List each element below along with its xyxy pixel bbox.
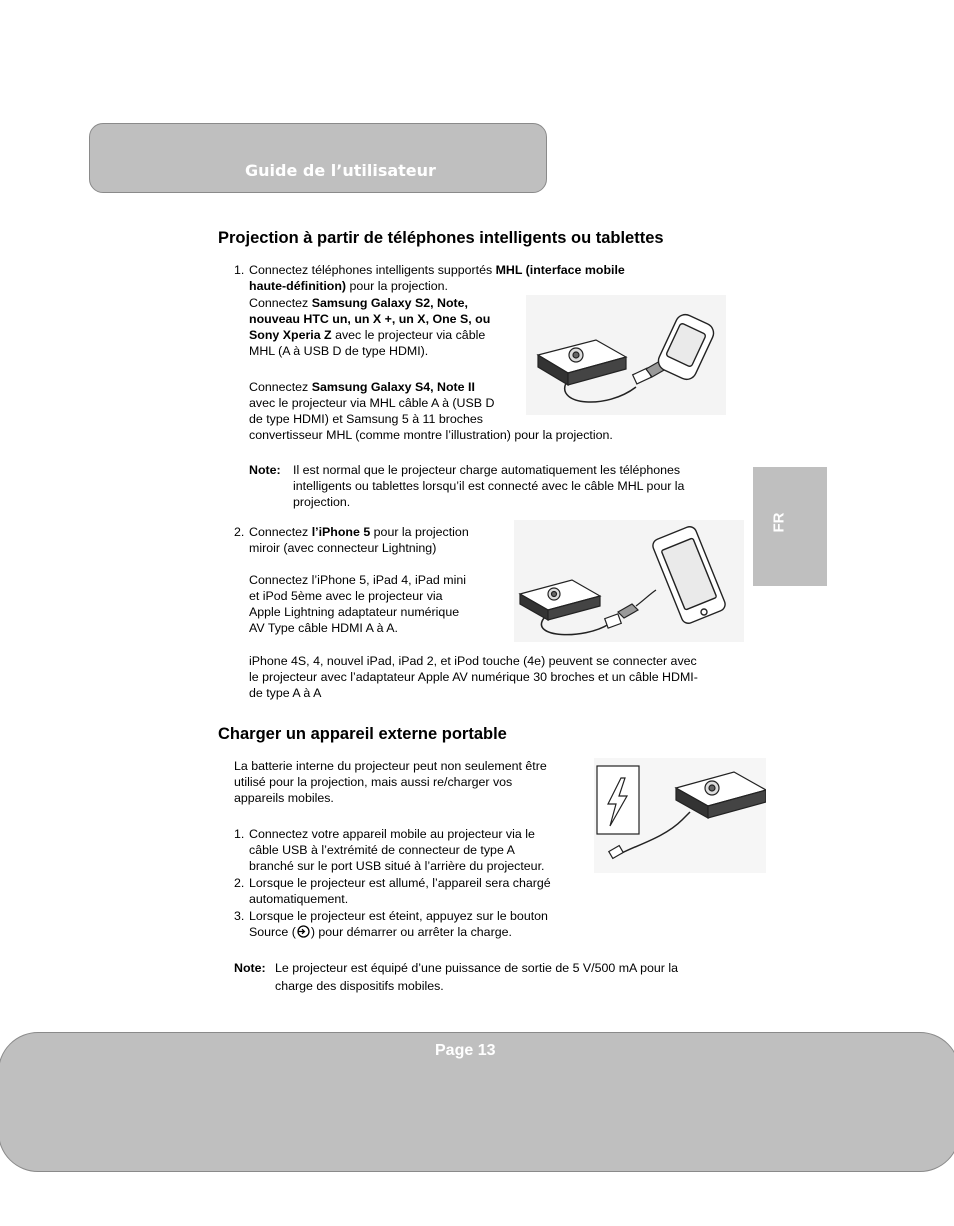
note-line: intelligents ou tablettes lorsqu’il est connecté avec le câble MHL pour la bbox=[293, 479, 685, 493]
paragraph-line: MHL (A à USB D de type HDMI). bbox=[249, 344, 429, 358]
projector-mhl-phone-illustration bbox=[526, 295, 726, 415]
list-number: 1. bbox=[234, 827, 245, 841]
section-title-projection: Projection à partir de téléphones intelligents ou tablettes bbox=[218, 229, 664, 247]
paragraph-line: et iPod 5ème avec le projecteur via bbox=[249, 589, 443, 603]
paragraph-line: iPhone 4S, 4, nouvel iPad, iPad 2, et iPod touche (4e) peuvent se connecter avec bbox=[249, 654, 697, 668]
note-label: Note: bbox=[234, 961, 266, 975]
projector-iphone-illustration bbox=[514, 520, 744, 642]
note-line: charge des dispositifs mobiles. bbox=[275, 979, 444, 993]
paragraph-line: Apple Lightning adaptateur numérique bbox=[249, 605, 460, 619]
note-label: Note: bbox=[249, 463, 281, 477]
note-line: Le projecteur est équipé d’une puissance de sortie de 5 V/500 mA pour la bbox=[275, 961, 678, 975]
paragraph-line: le projecteur avec l’adaptateur Apple AV numérique 30 broches et un câble HDMI- bbox=[249, 670, 698, 684]
list-number: 3. bbox=[234, 909, 245, 923]
source-button-icon bbox=[296, 925, 311, 938]
paragraph-line: convertisseur MHL (comme montre l’illustration) pour la projection. bbox=[249, 428, 613, 442]
paragraph-line: nouveau HTC un, un X +, un X, One S, ou bbox=[249, 312, 491, 326]
paragraph-line: Connectez Samsung Galaxy S2, Note, bbox=[249, 296, 469, 310]
paragraph-line: Connectez Samsung Galaxy S4, Note II bbox=[249, 380, 475, 394]
list-number: 2. bbox=[234, 525, 245, 539]
list-number: 1. bbox=[234, 263, 245, 277]
charging-illustration bbox=[594, 758, 766, 873]
paragraph-line: miroir (avec connecteur Lightning) bbox=[249, 541, 437, 555]
paragraph-line: Connectez téléphones intelligents supportés MHL (interface mobile bbox=[249, 263, 625, 277]
language-label: FR bbox=[770, 512, 788, 533]
paragraph-line: automatiquement. bbox=[249, 892, 349, 906]
header-tab bbox=[89, 123, 547, 193]
paragraph-line: Connectez l’iPhone 5, iPad 4, iPad mini bbox=[249, 573, 466, 587]
paragraph-line: haute-définition) pour la projection. bbox=[249, 279, 448, 293]
section-title-charging: Charger un appareil externe portable bbox=[218, 725, 507, 743]
paragraph-line: Lorsque le projecteur est allumé, l’appareil sera chargé bbox=[249, 876, 551, 890]
language-tab bbox=[753, 467, 827, 586]
header-title: Guide de l’utilisateur bbox=[245, 161, 436, 180]
paragraph-line: appareils mobiles. bbox=[234, 791, 334, 805]
list-number: 2. bbox=[234, 876, 245, 890]
paragraph-line: AV Type câble HDMI A à A. bbox=[249, 621, 398, 635]
note-line: projection. bbox=[293, 495, 351, 509]
paragraph-line: Connectez votre appareil mobile au projecteur via le bbox=[249, 827, 535, 841]
paragraph-line: câble USB à l’extrémité de connecteur de type A bbox=[249, 843, 515, 857]
paragraph-line: Sony Xperia Z avec le projecteur via câble bbox=[249, 328, 486, 342]
paragraph-line: de type A à A bbox=[249, 686, 322, 700]
paragraph-line: utilisé pour la projection, mais aussi re/charger vos bbox=[234, 775, 513, 789]
paragraph-line: branché sur le port USB situé à l’arrière du projecteur. bbox=[249, 859, 545, 873]
paragraph-line: Lorsque le projecteur est éteint, appuyez sur le bouton bbox=[249, 909, 548, 923]
paragraph-line: La batterie interne du projecteur peut non seulement être bbox=[234, 759, 547, 773]
paragraph-line: Source ( ) pour démarrer ou arrêter la charge. bbox=[249, 925, 512, 939]
paragraph-line: Connectez l’iPhone 5 pour la projection bbox=[249, 525, 469, 539]
paragraph-line: de type HDMI) et Samsung 5 à 11 broches bbox=[249, 412, 483, 426]
note-line: Il est normal que le projecteur charge automatiquement les téléphones bbox=[293, 463, 681, 477]
page-number: Page 13 bbox=[435, 1042, 496, 1059]
paragraph-line: avec le projecteur via MHL câble A à (USB D bbox=[249, 396, 495, 410]
